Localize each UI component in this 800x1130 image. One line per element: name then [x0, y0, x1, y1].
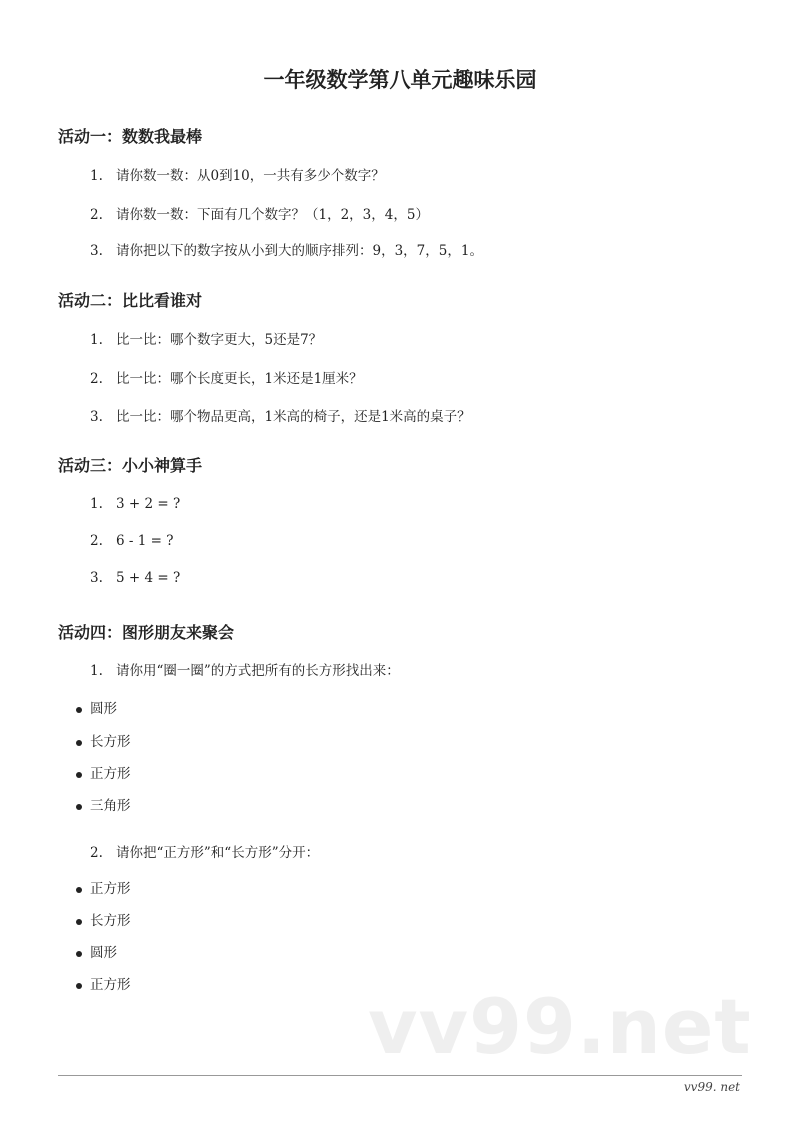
section-heading: 活动三：小小神算手 — [58, 456, 203, 475]
bullet-item — [76, 762, 131, 782]
watermark: vv99.net — [368, 982, 752, 1071]
bullet-item — [76, 730, 131, 750]
list-item — [90, 328, 322, 348]
list-item — [90, 841, 319, 861]
item-text: 请你用“圈一圈”的方式把所有的长方形找出来： — [116, 663, 400, 679]
item-text: 请你把以下的数字按从小到大的顺序排列：9，3，7，5，1。 — [116, 243, 483, 259]
bullet-text: 正方形 — [90, 766, 131, 782]
item-number: 2. — [90, 845, 103, 861]
item-number: 2. — [90, 371, 103, 387]
item-number: 3. — [90, 570, 103, 586]
item-number: 2. — [90, 207, 103, 223]
item-text: 请你数一数：从0到10，一共有多少个数字？ — [116, 168, 385, 184]
bullet-text: 正方形 — [90, 881, 131, 897]
bullet-icon — [76, 772, 82, 778]
item-text: 5 + 4 = ? — [116, 570, 181, 586]
bullet-icon — [76, 804, 82, 810]
footer-divider — [58, 1075, 742, 1076]
bullet-item — [76, 697, 117, 717]
list-item — [90, 239, 483, 259]
list-item — [90, 533, 173, 549]
item-text: 3 + 2 = ? — [116, 496, 181, 512]
item-number: 3. — [90, 243, 103, 259]
item-number: 1. — [90, 496, 103, 512]
list-item — [90, 659, 400, 679]
bullet-icon — [76, 983, 82, 989]
list-item — [90, 203, 429, 223]
bullet-text: 长方形 — [90, 734, 131, 750]
item-number: 1. — [90, 332, 103, 348]
bullet-icon — [76, 887, 82, 893]
bullet-icon — [76, 707, 82, 713]
item-text: 6 - 1 = ? — [116, 533, 174, 549]
item-number: 3. — [90, 409, 103, 425]
bullet-text: 三角形 — [90, 798, 131, 814]
list-item — [90, 164, 385, 184]
item-text: 比一比：哪个物品更高，1米高的椅子，还是1米高的桌子？ — [116, 409, 471, 425]
item-text: 比一比：哪个数字更大，5还是7？ — [116, 332, 323, 348]
bullet-item — [76, 941, 117, 961]
bullet-item — [76, 794, 131, 814]
section-heading: 活动二：比比看谁对 — [58, 291, 203, 310]
item-number: 1. — [90, 168, 103, 184]
item-number: 1. — [90, 663, 103, 679]
item-text: 请你把“正方形”和“长方形”分开： — [116, 845, 320, 861]
bullet-icon — [76, 951, 82, 957]
bullet-item — [76, 877, 131, 897]
footer-text: vv99. net — [683, 1080, 740, 1094]
page-title: 一年级数学第八单元趣味乐园 — [263, 68, 537, 92]
bullet-text: 圆形 — [90, 945, 117, 961]
list-item — [90, 496, 180, 512]
item-text: 比一比：哪个长度更长，1米还是1厘米？ — [116, 371, 363, 387]
bullet-item — [76, 909, 131, 929]
list-item — [90, 367, 363, 387]
bullet-text: 长方形 — [90, 913, 131, 929]
bullet-text: 正方形 — [90, 977, 131, 993]
bullet-icon — [76, 919, 82, 925]
bullet-icon — [76, 740, 82, 746]
item-text: 请你数一数：下面有几个数字？（1，2，3，4，5） — [116, 207, 429, 223]
list-item — [90, 570, 180, 586]
bullet-text: 圆形 — [90, 701, 117, 717]
section-heading: 活动四：图形朋友来聚会 — [58, 623, 235, 642]
item-number: 2. — [90, 533, 103, 549]
list-item — [90, 405, 471, 425]
bullet-item — [76, 973, 131, 993]
section-heading: 活动一：数数我最棒 — [58, 127, 203, 146]
